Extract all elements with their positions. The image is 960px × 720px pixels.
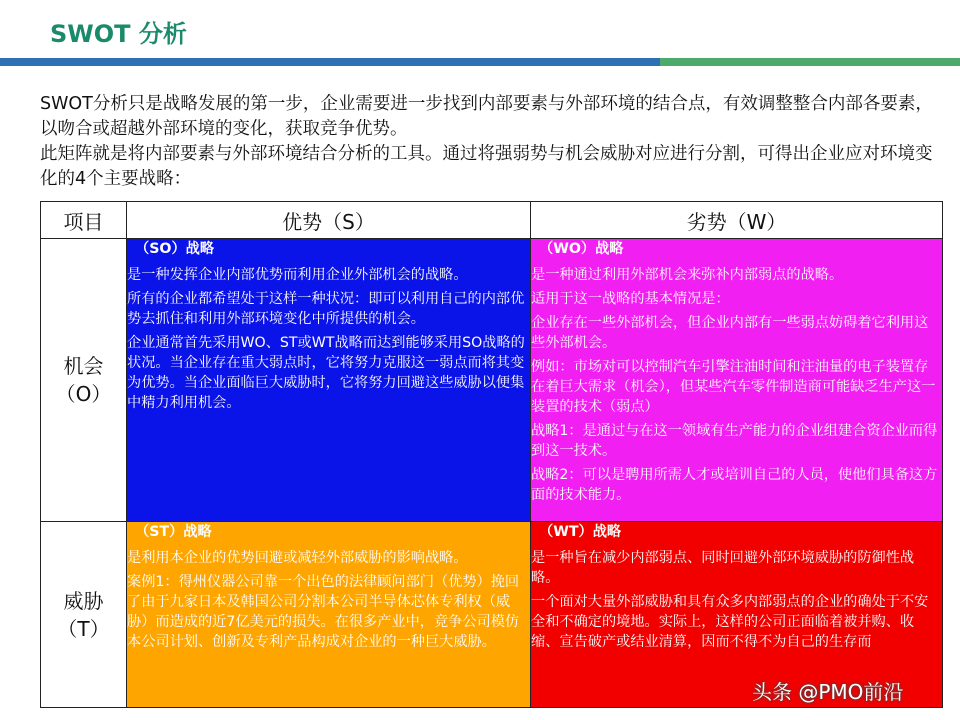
intro-text: [40, 92, 940, 192]
watermark: 头条 @PMO前沿: [752, 680, 904, 704]
row-head-threat: [41, 522, 127, 708]
header-band-blue: [0, 58, 660, 66]
wt-heading: （WT）战略: [539, 524, 622, 540]
so-paragraph: 是一种发挥企业内部优势而利用企业外部机会的战略。: [127, 267, 468, 283]
wo-paragraph: 战略1：是通过与在这一领域有生产能力的企业组建合资企业而得到这一技术。: [531, 423, 938, 459]
so-paragraph: 所有的企业都希望处于这样一种状况：即可以利用自己的内部优势去抓住和利用外部环境变化中所提供的机会。: [127, 291, 525, 327]
wo-strategy-cell: [531, 239, 943, 522]
wo-paragraph: 战略2：可以是聘用所需人才或培训自己的人员，使他们具备这方面的技术能力。: [531, 467, 938, 503]
intro-paragraph-1: SWOT分析只是战略发展的第一步，企业需要进一步找到内部要素与外部环境的结合点，有效调整整合内部各要素，以吻合或超越外部环境的变化，获取竞争优势。: [40, 94, 933, 139]
st-strategy-cell: [127, 522, 531, 708]
wt-paragraph: 一个面对大量外部威胁和具有众多内部弱点的企业的确处于不安全和不确定的境地。实际上，这样的公司正面临着被并购、收缩、宣告破产或结业清算，因而不得不为自己的生存而: [531, 594, 929, 650]
wo-paragraph: 例如：市场对可以控制汽车引擎注油时间和注油量的电子装置存在着巨大需求（机会），但某些汽车零件制造商可能缺乏生产这一装置的技术（弱点）: [531, 359, 936, 415]
header-band: [0, 58, 960, 66]
row-head-opportunity-line2: （O）: [55, 382, 112, 406]
st-heading: （ST）战略: [135, 524, 212, 540]
st-paragraph: 案例1：得州仪器公司靠一个出色的法律顾问部门（优势）挽回了由于九家日本及韩国公司分割本公司半导体芯体专利权（威胁）而造成的近7亿美元的损失。在很多产业中，竞争公司模仿本公司计划、创新及专利产品构成对企业的一种巨大威胁。: [127, 574, 520, 650]
wo-paragraph: 适用于这一战略的基本情况是：: [531, 291, 730, 307]
header-item: 项目: [41, 202, 127, 239]
wt-paragraph: 是一种旨在减少内部弱点、同时回避外部环境威胁的防御性战略。: [531, 550, 915, 586]
so-strategy-cell: [127, 239, 531, 522]
so-paragraph: 企业通常首先采用WO、ST或WT战略而达到能够采用SO战略的状况。当企业存在重大弱点时，它将努力克服这一弱点而将其变为优势。当企业面临巨大威胁时，它将努力回避这些威胁以便集中精力利用机会。: [127, 335, 525, 411]
page-title: SWOT 分析: [50, 20, 187, 48]
wo-paragraph: 是一种通过利用外部机会来弥补内部弱点的战略。: [531, 267, 844, 283]
header-band-green: [660, 58, 960, 66]
st-paragraph: 是利用本企业的优势回避或减轻外部威胁的影响战略。: [127, 550, 468, 566]
intro-paragraph-2: 此矩阵就是将内部要素与外部环境结合分析的工具。通过将强弱势与机会威胁对应进行分割，可得出企业应对环境变化的4个主要战略：: [40, 144, 933, 189]
so-heading: （SO）战略: [135, 241, 215, 257]
swot-matrix: [40, 201, 943, 708]
header-row: [41, 202, 943, 239]
row-head-threat-line1: 威胁: [63, 588, 104, 613]
row-head-opportunity: [41, 239, 127, 522]
wo-paragraph: 企业存在一些外部机会，但企业内部有一些弱点妨碍着它利用这些外部机会。: [531, 315, 929, 351]
header-weakness: 劣势（W）: [531, 202, 943, 239]
opportunity-row: [41, 239, 943, 522]
wo-heading: （WO）战略: [539, 241, 624, 257]
row-head-threat-line2: （T）: [57, 616, 110, 641]
row-head-opportunity-line1: 机会: [63, 354, 104, 378]
header-strength: 优势（S）: [127, 202, 531, 239]
